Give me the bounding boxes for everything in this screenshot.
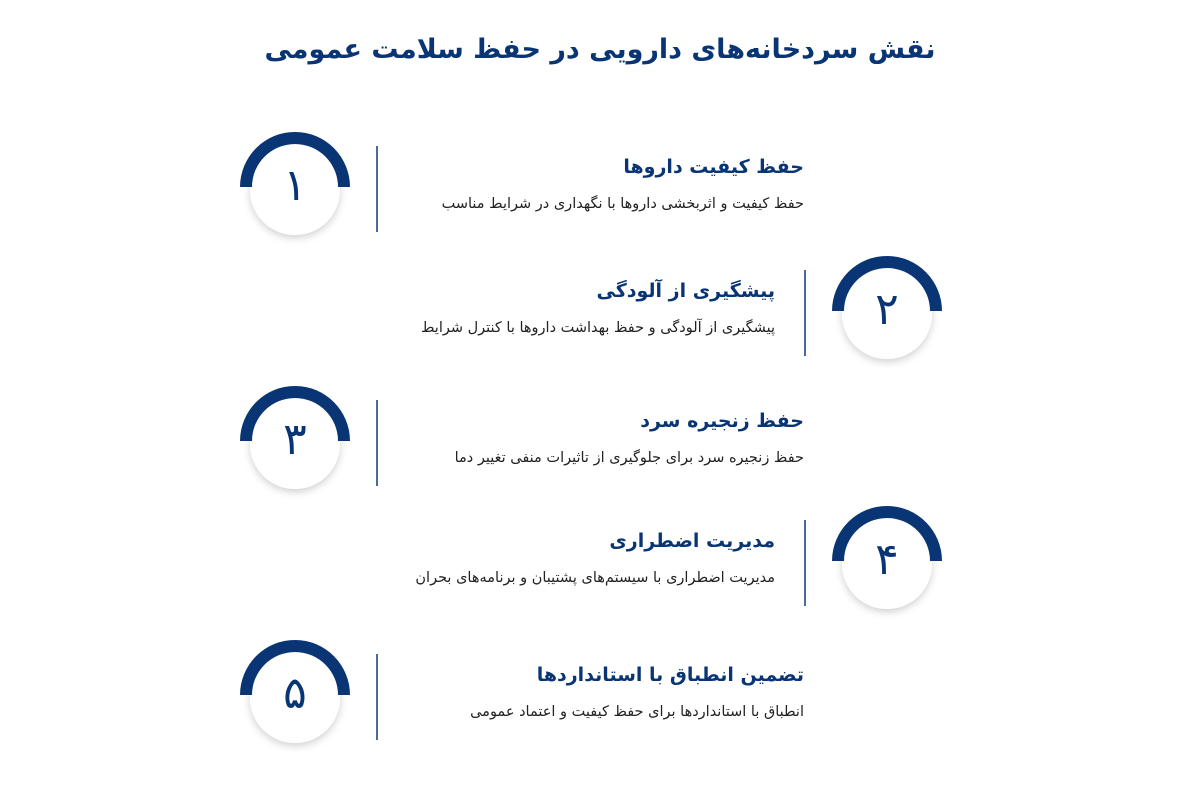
step-title: حفظ زنجیره سرد [640, 410, 804, 432]
step-content [404, 664, 804, 720]
page-title: نقش سردخانه‌های دارویی در حفظ سلامت عمومی [264, 34, 936, 65]
step-content [370, 530, 775, 586]
step-description: حفظ کیفیت و اثربخشی داروها با نگهداری در شرایط مناسب [441, 196, 804, 212]
step-number: ۳ [283, 414, 307, 465]
step-number: ۴ [875, 534, 899, 585]
step-description: حفظ زنجیره سرد برای جلوگیری از تاثیرات منفی تغییر دما [454, 450, 804, 466]
step-number: ۲ [875, 284, 899, 335]
step-number-badge [238, 130, 352, 244]
step-number-badge [238, 638, 352, 752]
divider-line [376, 146, 378, 232]
step-2 [0, 254, 1200, 384]
divider-line [376, 400, 378, 486]
step-content [404, 156, 804, 212]
divider-line [804, 520, 806, 606]
step-content [370, 280, 775, 336]
step-description: مدیریت اضطراری با سیستم‌های پشتیبان و برنامه‌های بحران [415, 570, 775, 586]
step-4 [0, 504, 1200, 634]
step-title: حفظ کیفیت داروها [623, 156, 804, 178]
step-1 [0, 130, 1200, 260]
step-5 [0, 638, 1200, 768]
step-3 [0, 384, 1200, 514]
step-number-badge [238, 384, 352, 498]
step-number-badge [830, 254, 944, 368]
step-description: انطباق با استانداردها برای حفظ کیفیت و اعتماد عمومی [470, 704, 804, 720]
step-description: پیشگیری از آلودگی و حفظ بهداشت داروها با کنترل شرایط [421, 320, 775, 336]
divider-line [376, 654, 378, 740]
step-title: پیشگیری از آلودگی [596, 280, 775, 302]
step-title: تضمین انطباق با استانداردها [536, 664, 804, 686]
step-title: مدیریت اضطراری [609, 530, 775, 552]
divider-line [804, 270, 806, 356]
step-content [404, 410, 804, 466]
step-number: ۵ [283, 668, 307, 719]
step-number-badge [830, 504, 944, 618]
step-number: ۱ [283, 160, 307, 211]
